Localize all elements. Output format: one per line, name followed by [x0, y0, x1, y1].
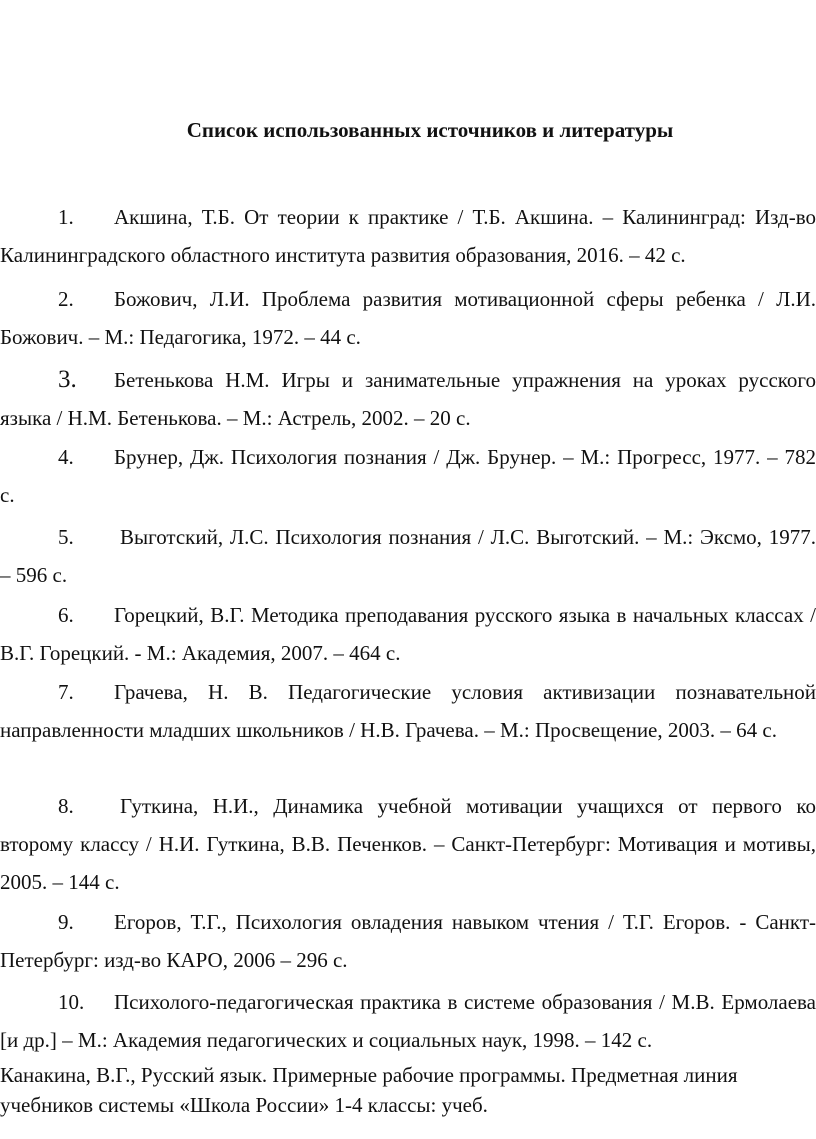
- item-text: Бетенькова Н.М. Игры и занимательные упражнения на уроках русского языка / Н.М. Бетенькова. – М.: Астрель, 2002. – 20 с.: [0, 368, 816, 430]
- page-title: Список использованных источников и литературы: [186, 118, 674, 142]
- item-text: Психолого-педагогическая практика в системе образования / М.В. Ермолаева [и др.] – М.: Академия педагогических и социальных наук, 1998. – 142 с.: [0, 990, 816, 1052]
- item-text: Выготский, Л.С. Психология познания / Л.С. Выготский. – М.: Эксмо, 1977. – 596 с.: [0, 525, 816, 587]
- list-item-continuation: Канакина, В.Г., Русский язык. Примерные рабочие программы. Предметная линия учебников системы «Школа России» 1-4 классы: учеб.: [0, 1063, 738, 1117]
- item-text: Акшина, Т.Б. От теории к практике / Т.Б. Акшина. – Калининград: Изд-во Калининградского областного института развития образования, 2016. – 42 с.: [0, 205, 816, 267]
- item-number: 9.: [58, 910, 74, 934]
- item-number: 2.: [58, 287, 74, 311]
- list-item: [0, 361, 816, 437]
- item-number: 3.: [58, 366, 77, 393]
- list-item: [0, 198, 816, 274]
- list-item: [0, 787, 816, 901]
- item-number: 4.: [58, 445, 74, 469]
- item-text: Грачева, Н. В. Педагогические условия активизации познавательной направленности младших школьников / Н.В. Грачева. – М.: Просвещение, 2003. – 64 с.: [0, 680, 816, 742]
- item-number: 6.: [58, 603, 74, 627]
- item-number: 10.: [58, 990, 85, 1014]
- item-number: 1.: [58, 205, 74, 229]
- item-text: Егоров, Т.Г., Психология овладения навыком чтения / Т.Г. Егоров. - Санкт-Петербург: изд-во КАРО, 2006 – 296 с.: [0, 910, 816, 972]
- item-text: Гуткина, Н.И., Динамика учебной мотивации учащихся от первого ко второму классу / Н.И. Гуткина, В.В. Печенков. – Санкт-Петербург: Мотивация и мотивы, 2005. – 144 с.: [0, 794, 816, 894]
- list-item: [0, 903, 816, 979]
- item-number: 5.: [58, 525, 74, 549]
- item-number: 7.: [58, 680, 74, 704]
- list-item: [0, 518, 816, 594]
- item-text: Горецкий, В.Г. Методика преподавания русского языка в начальных классах / В.Г. Горецкий. - М.: Академия, 2007. – 464 с.: [0, 603, 816, 665]
- item-text: Брунер, Дж. Психология познания / Дж. Брунер. – М.: Прогресс, 1977. – 782 с.: [0, 445, 816, 507]
- item-text: Божович, Л.И. Проблема развития мотивационной сферы ребенка / Л.И. Божович. – М.: Педагогика, 1972. – 44 с.: [0, 287, 816, 349]
- list-item: [0, 280, 816, 356]
- list-item: [0, 596, 816, 672]
- list-item: [0, 673, 816, 749]
- item-number: 8.: [58, 794, 74, 818]
- list-item: [0, 983, 816, 1059]
- list-item: [0, 438, 816, 514]
